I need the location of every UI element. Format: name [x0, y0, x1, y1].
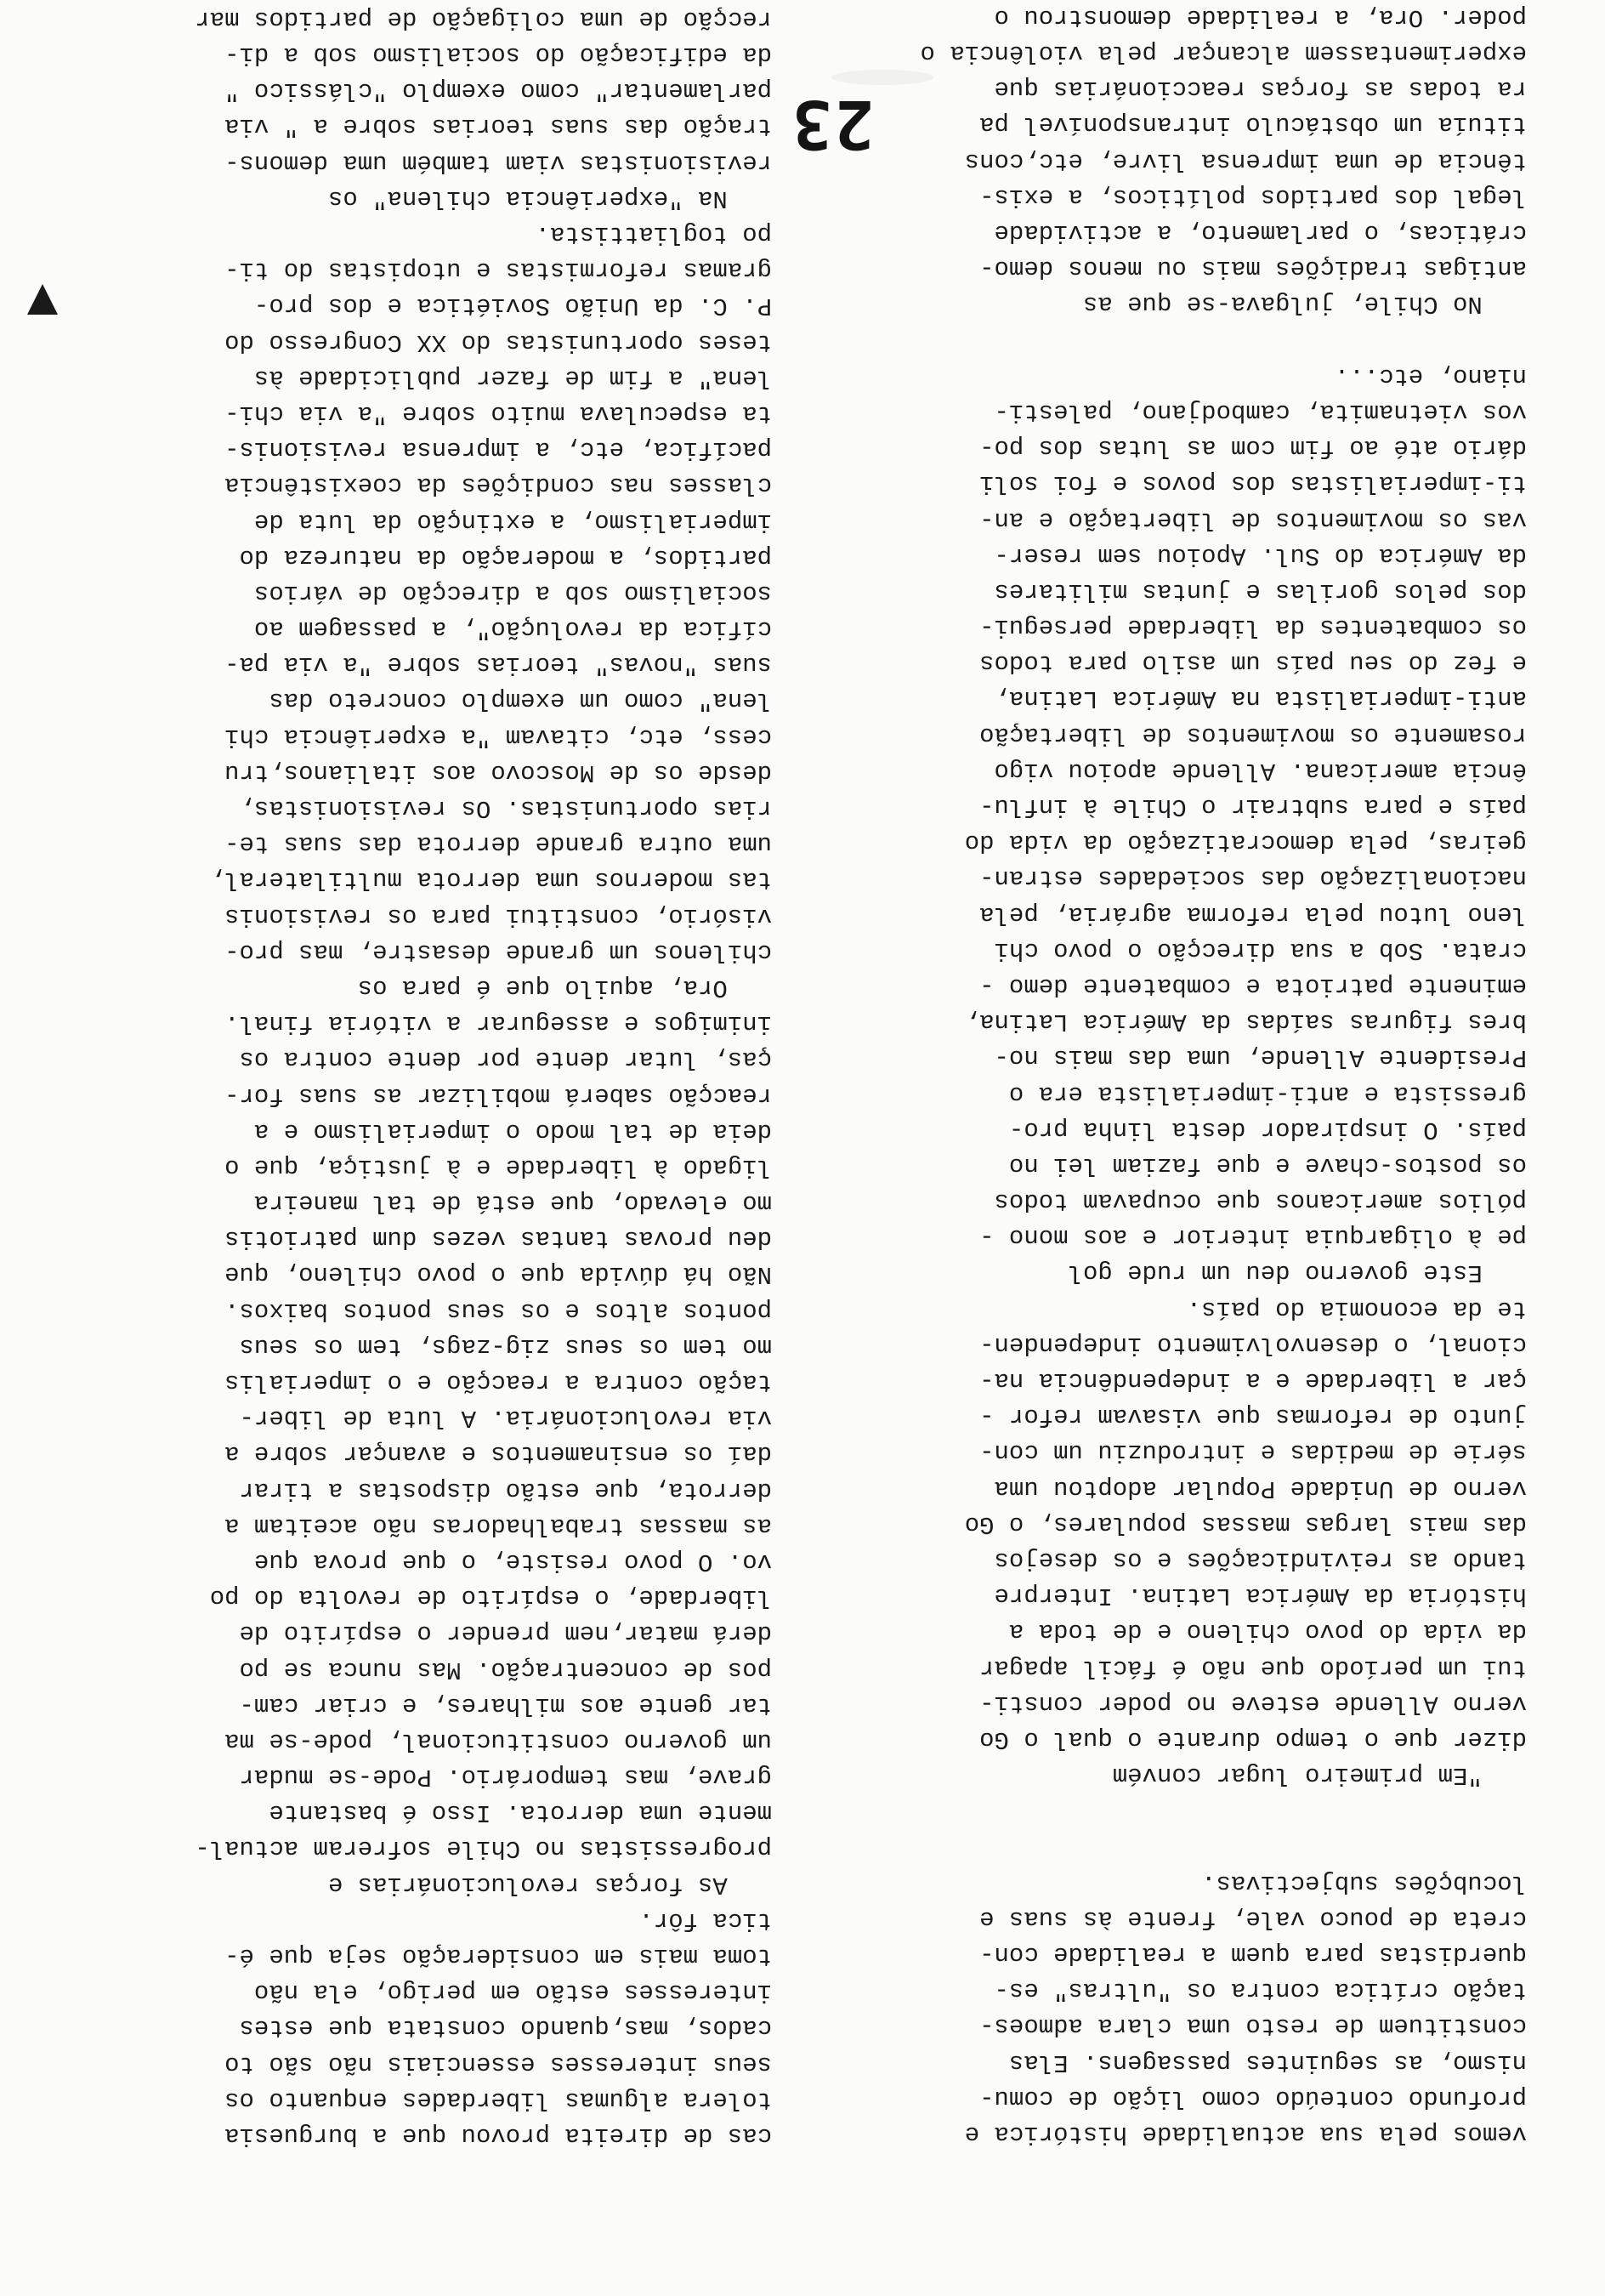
text-line: teses oportunistas do XX Congresso do [224, 327, 772, 356]
text-line: da América do Sul. Apoiou sem reser- [994, 541, 1527, 570]
right-text-column [49, 0, 772, 2153]
text-line: mo tem os seus zig-zags, tem os seus [239, 1332, 772, 1361]
text-line: revisionistas viam também uma demons- [224, 148, 772, 177]
arrow-down-icon [27, 284, 58, 315]
text-line: "Em primeiro lugar convém [1112, 1761, 1527, 1790]
text-line: vas os movimentos de libertação e an- [979, 505, 1527, 534]
text-line: creta de pouco vale, frente às suas e [979, 1904, 1527, 1933]
text-line: gramas reformistas e utopistas do ti- [224, 256, 772, 285]
text-line: No Chile, julgava-se que as [1082, 290, 1527, 319]
text-line [804, 1828, 1527, 1864]
text-line: progressistas no Chile sofreram actual- [195, 1834, 772, 1863]
text-line: série de medidas e introduziu um con- [979, 1438, 1527, 1467]
text-line: dos pelos gorilas e juntas militares [994, 577, 1527, 605]
text-line: lena" como um exemplo concreto das [269, 686, 772, 715]
text-line: tação contra a reacção e o imperialis [224, 1368, 772, 1397]
text-line: interesses estão em perigo, ela não [253, 1978, 772, 2007]
text-line: tação crítica contra os "ultras" es- [994, 1976, 1527, 2005]
text-line: vo. O povo resiste, o que prova que [253, 1548, 772, 1576]
text-line: çar a liberdade e a independência na- [979, 1367, 1527, 1395]
text-line: partidos, a moderação da natureza do [239, 543, 772, 571]
text-line [804, 321, 1527, 357]
text-line: história da América Latina. Interpre [994, 1582, 1527, 1611]
text-line: pólios americanos que ocupavam todos [994, 1187, 1527, 1216]
text-line: derrota, que estão dispostas a tirar [239, 1475, 772, 1504]
text-line: os postos-chave e que faziam lei no [1008, 1151, 1527, 1179]
text-line: Não há dúvida que o povo chileno, que [224, 1260, 772, 1289]
text-line: po togliattista. [535, 220, 772, 249]
text-line: pacífica, etc, a imprensa revisionis- [224, 435, 772, 464]
text-line: dizer que o tempo durante o qual o Go [979, 1725, 1527, 1753]
text-line: verno de Unidade Popular adoptou uma [994, 1474, 1527, 1503]
text-line: tar gente aos milhares, e criar cam- [239, 1691, 772, 1719]
text-line: da vida do povo chileno e de toda a [1008, 1617, 1527, 1646]
text-line: leno lutou pela reforma agrária, pela [979, 900, 1527, 929]
text-line: bres figuras saídas da América Latina, [964, 1008, 1527, 1037]
text-line: chilenos um grande desastre, mas pro- [224, 937, 772, 966]
text-line: país. O inspirador desta linha pro- [1008, 1115, 1527, 1144]
text-line: cas de direita provou que a burguesia [224, 2122, 772, 2150]
text-line: tando as reivindicações e os desejos [994, 1546, 1527, 1574]
text-line: as massas trabalhadoras não aceitam a [224, 1511, 772, 1540]
text-line: imperialismo, a extinção da luta de [253, 507, 772, 536]
text-line [804, 1793, 1527, 1828]
text-line: cráticas, o parlamento, a actividade [994, 219, 1527, 247]
text-line: mente uma derrota. Isso é bastante [269, 1799, 772, 1827]
text-line: junto de reformas que visavam refor - [979, 1402, 1527, 1431]
text-line: Na "experiência chilena" os [327, 184, 772, 213]
text-line: daí os ensinamentos e avançar sobre a [224, 1440, 772, 1469]
text-line: querdistas para quem a realidade con- [979, 1941, 1527, 1969]
page-number: 23 [791, 85, 874, 162]
text-line: experimentassem alcançar pela violência o [920, 39, 1527, 68]
text-line: dário até ao fim com as lutas dos po- [979, 434, 1527, 463]
text-line: tência de uma imprensa livre, etc,cons [964, 146, 1527, 175]
text-line: rosamente os movimentos de libertação [979, 720, 1527, 749]
text-line: antigas tradições mais ou menos demo- [979, 254, 1527, 283]
text-line: das mais largas massas populares, o Go [964, 1509, 1527, 1538]
text-line: ligado à liberdade e à justiça, que o [224, 1152, 772, 1181]
text-line: classes nas condições da coexistência [224, 471, 772, 500]
text-line: ças, lutar dente por dente contra os [239, 1045, 772, 1074]
text-line: um governo constitucional, pode-se ma [224, 1726, 772, 1755]
text-line: visório, constitui para os revisionis [224, 901, 772, 930]
text-line: nismo, as seguintes passagens. Elas [1008, 2048, 1527, 2077]
text-line: desde os de Moscovo aos italianos,tru [224, 758, 772, 787]
text-line: Este governo deu um rude gol [1068, 1259, 1527, 1287]
text-line: mo elevado, que está de tal maneira [253, 1189, 772, 1218]
text-line: locubções subjectivas. [1201, 1868, 1527, 1897]
text-line: cados, mas,quando constata que estes [239, 2014, 772, 2043]
text-line: deia de tal modo o imperialismo e a [253, 1117, 772, 1145]
text-line: e fez do seu país um asilo para todos [979, 649, 1527, 678]
text-line [49, 0, 772, 1]
text-line: toma mais em consideração seja que é- [224, 1942, 772, 1971]
text-line: derá matar,nem prender o espírito de [239, 1619, 772, 1648]
text-line: P. C. da União Soviética e dos pro- [253, 292, 772, 321]
text-line: tração das suas teorias sobre a " via [224, 112, 772, 141]
text-line: gressista e anti-imperialista era o [1008, 1079, 1527, 1108]
text-line: profundo conteúdo como lição de comu- [979, 2083, 1527, 2112]
text-line: legal dos partidos políticos, a exis- [979, 182, 1527, 211]
text-line: grave, mas temporário. Pode-se mudar [239, 1763, 772, 1792]
text-line: constituem de resto uma clara admoes- [979, 2012, 1527, 2041]
text-line: deu provas tantas vezes dum patriotis [224, 1225, 772, 1253]
text-line: parlamentar" como exemplo "clássico " [224, 77, 772, 105]
text-line: uma outra grande derrota das suas te- [224, 830, 772, 859]
text-line: poder. Ora, a realidade demonstrou o [994, 3, 1527, 31]
text-line: país e para subtrair o Chile à influ- [979, 793, 1527, 821]
text-line: tolera algumas liberdades enquanto os [224, 2085, 772, 2114]
text-line: As forças revolucionárias e [327, 1870, 772, 1899]
text-line: pos de concentração. Mas nunca se po [239, 1655, 772, 1684]
text-line: tica fôr. [638, 1906, 772, 1935]
text-line: ência americana. Allende apoiou vigo [994, 756, 1527, 785]
left-text-column [804, 0, 1527, 2151]
text-line: eminente patriota e combatente demo - [979, 972, 1527, 1000]
text-line: ra todas as forças reaccionárias que [994, 75, 1527, 104]
text-line: tituía um obstáculo intransponível pa [979, 111, 1527, 139]
text-line: Presidente Allende, uma das mais no- [994, 1043, 1527, 1072]
text-line: reacção saberá mobilizar as suas for- [224, 1081, 772, 1110]
text-line: tas modernos uma derrota multilateral, [209, 866, 772, 895]
text-line: os combatentes da liberdade persegui- [979, 613, 1527, 642]
text-line: seus interesses essenciais não são to [224, 2049, 772, 2078]
text-line: cess, etc, citavam "a experiência chi [224, 722, 772, 751]
text-line: rias oportunistas. Os revisionistas, [239, 794, 772, 823]
text-line: inimigos e assegurar a vitória final. [224, 1009, 772, 1038]
text-line: vos vietnamita, cambodjano, palesti- [994, 398, 1527, 426]
text-line: nacionalização das sociedades estran- [979, 864, 1527, 893]
text-line: niano, etc... [1334, 361, 1527, 390]
text-line: anti-imperialista na América Latina, [994, 685, 1527, 713]
text-line: geiras, pela democratização da vida do [964, 828, 1527, 857]
text-line: tui um período que não é fácil apagar [979, 1653, 1527, 1682]
text-line: pe à oligarquia interior e aos mono - [979, 1223, 1527, 1252]
text-line: suas "novas" teorias sobre "a via pa- [224, 651, 772, 679]
text-line: ti-imperialistas dos povos e foi soli [979, 469, 1527, 498]
text-line: te da economia do país. [1186, 1294, 1527, 1323]
text-line: verno Allende esteve no poder consti- [979, 1689, 1527, 1718]
text-line: via revolucionária. A luta de liber- [239, 1404, 772, 1433]
text-line: socialismo sob a direcção de vários [253, 578, 772, 607]
text-line: ta especulava muito sobre "a via chi- [224, 400, 772, 428]
text-line: crata. Sob a sua direcção o povo chi [994, 935, 1527, 964]
text-line: recção de uma coligação de partidos mar [195, 4, 772, 33]
text-line: vemos pela sua actualidade histórica e [964, 2120, 1527, 2148]
text-line: lena" a fim de fazer publicidade às [253, 363, 772, 392]
text-line: cional, o desenvolvimento independen- [979, 1330, 1527, 1359]
text-line: cífica da revolução", a passagem ao [253, 615, 772, 644]
text-line: pontos altos e os seus pontos baixos. [224, 1296, 772, 1325]
text-line: liberdade, o espírito de revolta do po [209, 1583, 772, 1612]
text-line: da edificação do socialismo sob a di- [224, 41, 772, 70]
text-line: Ora, aquilo que é para os [357, 974, 772, 1002]
